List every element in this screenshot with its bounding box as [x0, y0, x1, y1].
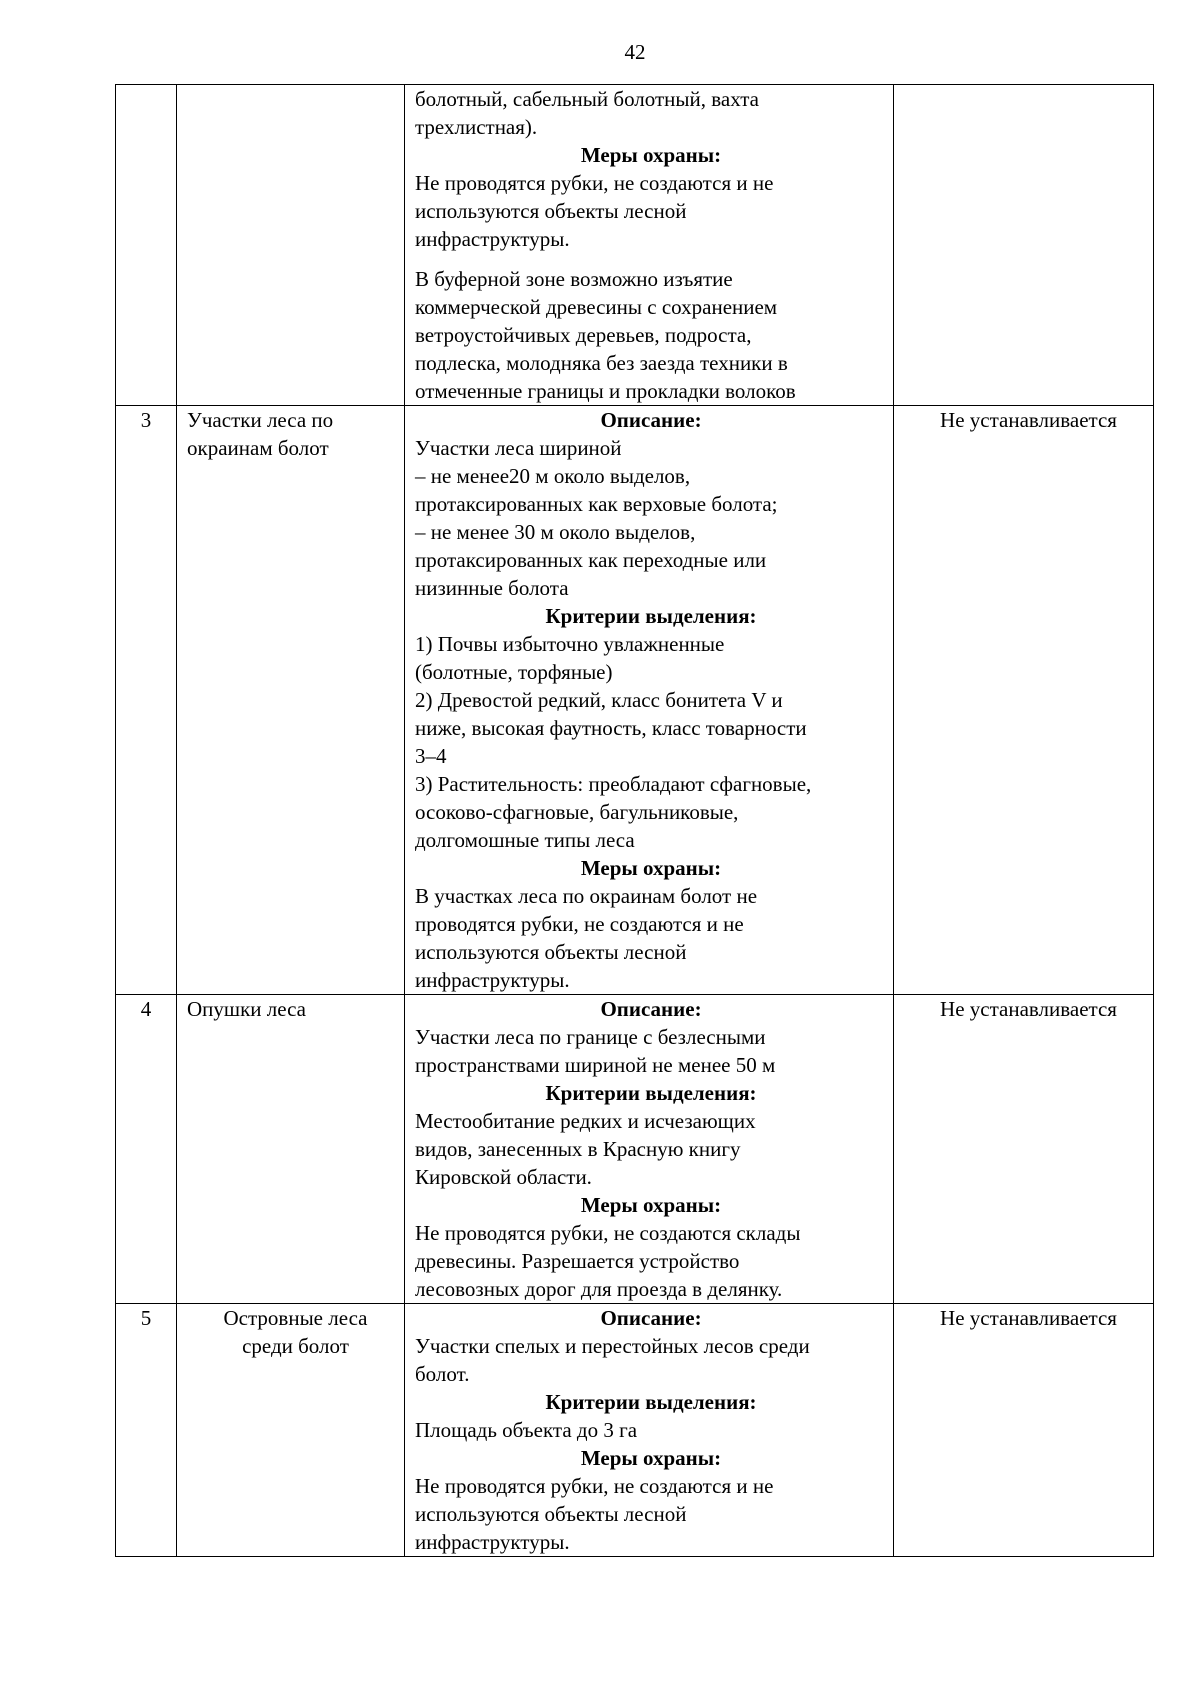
description-line: Не проводятся рубки, не создаются и не	[415, 1474, 774, 1498]
page-number: 42	[624, 40, 646, 64]
description-line: Площадь объекта до 3 га	[415, 1418, 638, 1442]
description-line: ветроустойчивых деревьев, подроста,	[415, 323, 752, 347]
description-line: 3) Растительность: преобладают сфагновые,	[415, 772, 812, 796]
description-line: Не проводятся рубки, не создаются и не	[415, 171, 774, 195]
section-heading: Описание:	[600, 1306, 702, 1330]
row-number-cell	[116, 85, 177, 406]
description-line: В участках леса по окраинам болот не	[415, 884, 758, 908]
description-line: используются объекты лесной	[415, 940, 687, 964]
description-line: инфраструктуры.	[415, 1530, 570, 1554]
object-name-line: Островные леса	[223, 1306, 368, 1330]
object-name-cell	[177, 85, 405, 406]
restriction-cell: Не устанавливается	[894, 406, 1154, 995]
description-line: протаксированных как переходные или	[415, 548, 767, 572]
section-heading: Критерии выделения:	[545, 1081, 757, 1105]
section-heading: Меры охраны:	[580, 143, 722, 167]
restriction-cell: Не устанавливается	[894, 1304, 1154, 1557]
description-line: – не менее20 м около выделов,	[415, 464, 691, 488]
description-line: 3–4	[415, 744, 447, 768]
table-row	[116, 85, 1154, 406]
description-line: осоково-сфагновые, багульниковые,	[415, 800, 739, 824]
description-line: трехлистная).	[415, 115, 538, 139]
object-name-line: Опушки леса	[187, 997, 306, 1021]
object-name-cell	[177, 406, 405, 995]
table-row	[116, 406, 1154, 995]
description-line: протаксированных как верховые болота;	[415, 492, 778, 516]
section-heading: Меры охраны:	[580, 1193, 722, 1217]
section-heading: Описание:	[600, 997, 702, 1021]
description-line: болот.	[415, 1362, 470, 1386]
section-heading: Меры охраны:	[580, 856, 722, 880]
restriction-cell: Не устанавливается	[894, 995, 1154, 1304]
description-line: коммерческой древесины с сохранением	[415, 295, 778, 319]
description-line: низинные болота	[415, 576, 569, 600]
description-cell	[405, 85, 894, 406]
object-name-cell	[177, 1304, 405, 1557]
restriction-cell	[894, 85, 1154, 406]
table-row	[116, 995, 1154, 1304]
description-line: отмеченные границы и прокладки волоков	[415, 379, 796, 403]
description-line: Участки спелых и перестойных лесов среди	[415, 1334, 810, 1358]
description-line: 2) Древостой редкий, класс бонитета V и	[415, 688, 783, 712]
row-number-cell: 5	[116, 1304, 177, 1557]
description-line: болотный, сабельный болотный, вахта	[415, 87, 759, 111]
description-line: В буферной зоне возможно изъятие	[415, 267, 733, 291]
description-line: видов, занесенных в Красную книгу	[415, 1137, 741, 1161]
table-row	[116, 1304, 1154, 1557]
description-line: – не менее 30 м около выделов,	[415, 520, 696, 544]
description-line: древесины. Разрешается устройство	[415, 1249, 740, 1273]
description-cell	[405, 406, 894, 995]
section-heading: Меры охраны:	[580, 1446, 722, 1470]
description-line: используются объекты лесной	[415, 1502, 687, 1526]
description-line: инфраструктуры.	[415, 968, 570, 992]
description-cell	[405, 995, 894, 1304]
description-line: Кировской области.	[415, 1165, 592, 1189]
object-name-line: окраинам болот	[187, 436, 329, 460]
description-line: Не проводятся рубки, не создаются склады	[415, 1221, 801, 1245]
description-line: Участки леса по границе с безлесными	[415, 1025, 766, 1049]
description-line: ниже, высокая фаутность, класс товарности	[415, 716, 807, 740]
description-line: (болотные, торфяные)	[415, 660, 613, 684]
protection-measures-table	[115, 84, 1154, 1557]
section-heading: Описание:	[600, 408, 702, 432]
description-cell	[405, 1304, 894, 1557]
section-heading: Критерии выделения:	[545, 604, 757, 628]
description-line: долгомошные типы леса	[415, 828, 635, 852]
description-line: подлеска, молодняка без заезда техники в	[415, 351, 788, 375]
object-name-cell	[177, 995, 405, 1304]
row-number-cell: 3	[116, 406, 177, 995]
description-line: используются объекты лесной	[415, 199, 687, 223]
description-line: Местообитание редких и исчезающих	[415, 1109, 756, 1133]
description-line: проводятся рубки, не создаются и не	[415, 912, 744, 936]
row-number-cell: 4	[116, 995, 177, 1304]
paragraph-gap	[415, 253, 887, 265]
description-line: инфраструктуры.	[415, 227, 570, 251]
section-heading: Критерии выделения:	[545, 1390, 757, 1414]
object-name-line: Участки леса по	[187, 408, 334, 432]
description-line: пространствами шириной не менее 50 м	[415, 1053, 776, 1077]
description-line: 1) Почвы избыточно увлажненные	[415, 632, 725, 656]
object-name-line: среди болот	[242, 1334, 349, 1358]
description-line: лесовозных дорог для проезда в делянку.	[415, 1277, 783, 1301]
description-line: Участки леса шириной	[415, 436, 622, 460]
